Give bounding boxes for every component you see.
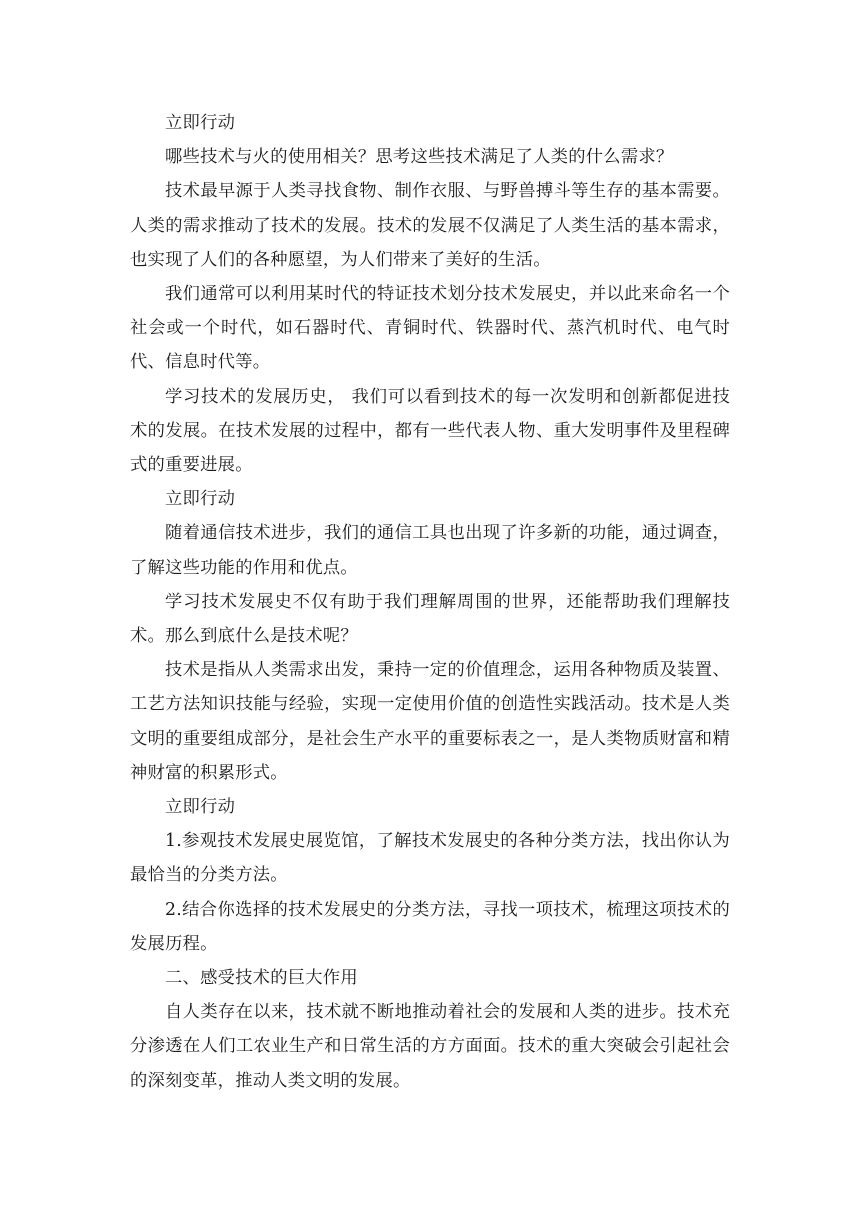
body-paragraph: 学习技术的发展历史， 我们可以看到技术的每一次发明和创新都促进技术的发展。在技术发展的过程中，都有一些代表人物、重大发明事件及里程碑式的重要进展。 — [130, 386, 730, 476]
body-paragraph: 学习技术发展史不仅有助于我们理解周围的世界，还能帮助我们理解技术。那么到底什么是技术呢？ — [130, 591, 730, 647]
numbered-item: 1.参观技术发展史展览馆，了解技术发展史的各种分类方法，找出你认为最恰当的分类方法。 — [130, 831, 730, 886]
numbered-item: 2.结合你选择的技术发展史的分类方法，寻找一项技术，梳理这项技术的发展历程。 — [130, 899, 730, 954]
document-body — [130, 106, 730, 1098]
section-heading-act-now: 立即行动 — [165, 797, 236, 818]
body-paragraph: 随着通信技术进步，我们的通信工具也出现了许多新的功能，通过调查，了解这些功能的作用和优点。 — [130, 523, 730, 578]
section-heading-act-now: 立即行动 — [165, 489, 236, 510]
body-paragraph: 自人类存在以来，技术就不断地推动着社会的发展和人类的进步。技术充分渗透在人们工农业生产和日常生活的方方面面。技术的重大突破会引起社会的深刻变革，推动人类文明的发展。 — [130, 1002, 730, 1091]
body-paragraph: 我们通常可以利用某时代的特证技术划分技术发展史，并以此来命名一个社会或一个时代，如石器时代、青铜时代、铁器时代、蒸汽机时代、电气时代、信息时代等。 — [130, 284, 730, 373]
section-heading: 二、感受技术的巨大作用 — [165, 968, 358, 989]
question-paragraph: 哪些技术与火的使用相关？思考这些技术满足了人类的什么需求？ — [165, 147, 674, 168]
section-heading-act-now: 立即行动 — [165, 113, 236, 133]
body-paragraph: 技术最早源于人类寻找食物、制作衣服、与野兽搏斗等生存的基本需要。人类的需求推动了技术的发展。技术的发展不仅满足了人类生活的基本需求，也实现了人们的各种愿望，为人们带来了美好的生活。 — [130, 181, 730, 270]
body-paragraph: 技术是指从人类需求出发，秉持一定的价值理念，运用各种物质及装置、工艺方法知识技能与经验，实现一定使用价值的创造性实践活动。技术是人类文明的重要组成部分，是社会生产水平的重要标表之一，是人类物质财富和精神财富的积累形式。 — [130, 660, 730, 783]
